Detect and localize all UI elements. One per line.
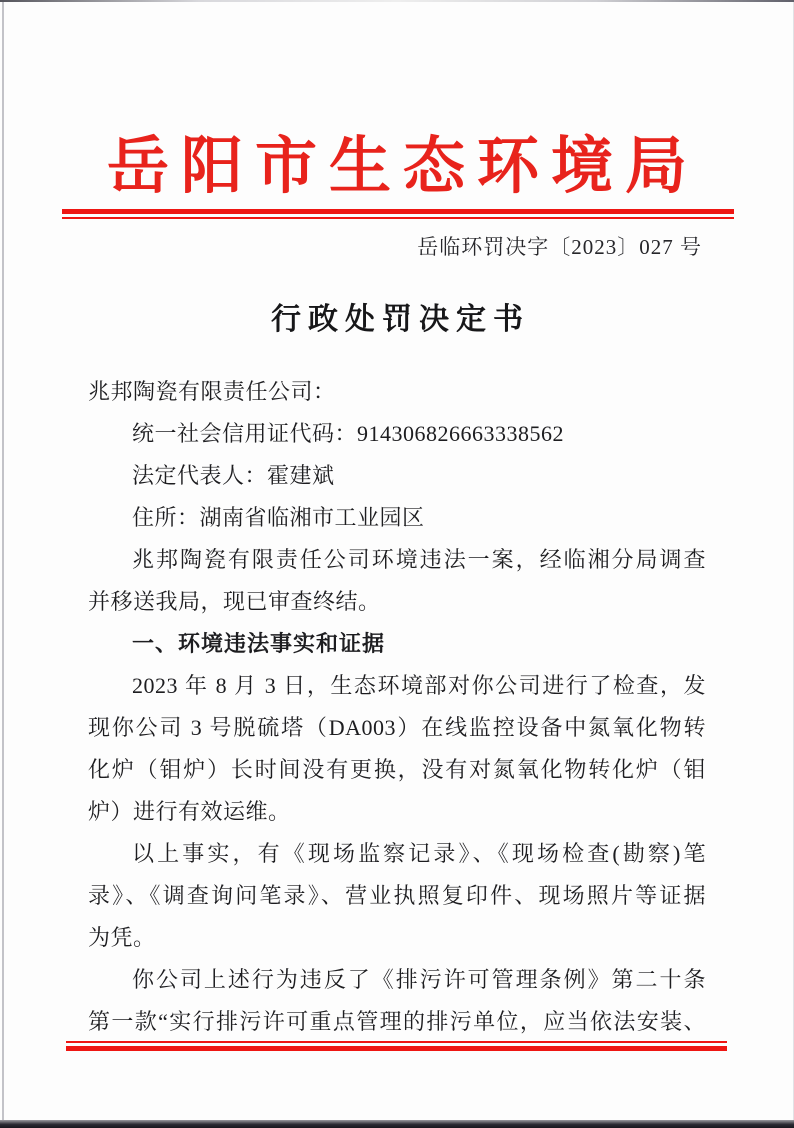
body-line: 为凭。 <box>88 925 156 950</box>
body-line: 现你公司 3 号脱硫塔（DA003）在线监控设备中氮氧化物转 <box>88 715 706 740</box>
body-line: 一、环境违法事实和证据 <box>132 631 386 656</box>
document-reference-number: 岳临环罚决字〔2023〕027 号 <box>417 235 702 259</box>
body-line: 2023 年 8 月 3 日，生态环境部对你公司进行了检查，发 <box>132 673 706 698</box>
body-line: 以上事实，有《现场监察记录》、《现场检查(勘察)笔 <box>132 841 706 866</box>
body-line: 兆邦陶瓷有限责任公司环境违法一案，经临湘分局调查 <box>132 547 706 572</box>
body-line: 并移送我局，现已审查终结。 <box>88 589 381 614</box>
body-line: 第一款“实行排污许可重点管理的排污单位，应当依法安装、 <box>88 1009 706 1034</box>
body-line: 录》、《调查询问笔录》、营业执照复印件、现场照片等证据 <box>88 883 706 908</box>
rule-thin-line <box>62 217 734 219</box>
body-line: 兆邦陶瓷有限责任公司： <box>88 379 336 404</box>
document-title: 行政处罚决定书 <box>271 303 530 336</box>
scan-edge-top <box>0 0 794 2</box>
body-line: 化炉（钼炉）长时间没有更换，没有对氮氧化物转化炉（钼 <box>88 757 706 782</box>
body-line: 炉）进行有效运维。 <box>88 799 291 824</box>
letterhead-double-rule <box>62 209 734 219</box>
body-line: 统一社会信用证代码：914306826663338562 <box>132 421 565 446</box>
footer-double-rule <box>66 1041 727 1051</box>
body-line: 法定代表人：霍建斌 <box>132 463 335 488</box>
body-line: 住所：湖南省临湘市工业园区 <box>132 505 425 530</box>
document-body <box>88 371 706 1043</box>
body-line: 你公司上述行为违反了《排污许可管理条例》第二十条 <box>132 967 706 992</box>
scan-edge-bottom <box>0 1120 794 1128</box>
rule-thick-line <box>66 1046 727 1051</box>
agency-letterhead-title: 岳阳市生态环境局 <box>106 133 699 201</box>
